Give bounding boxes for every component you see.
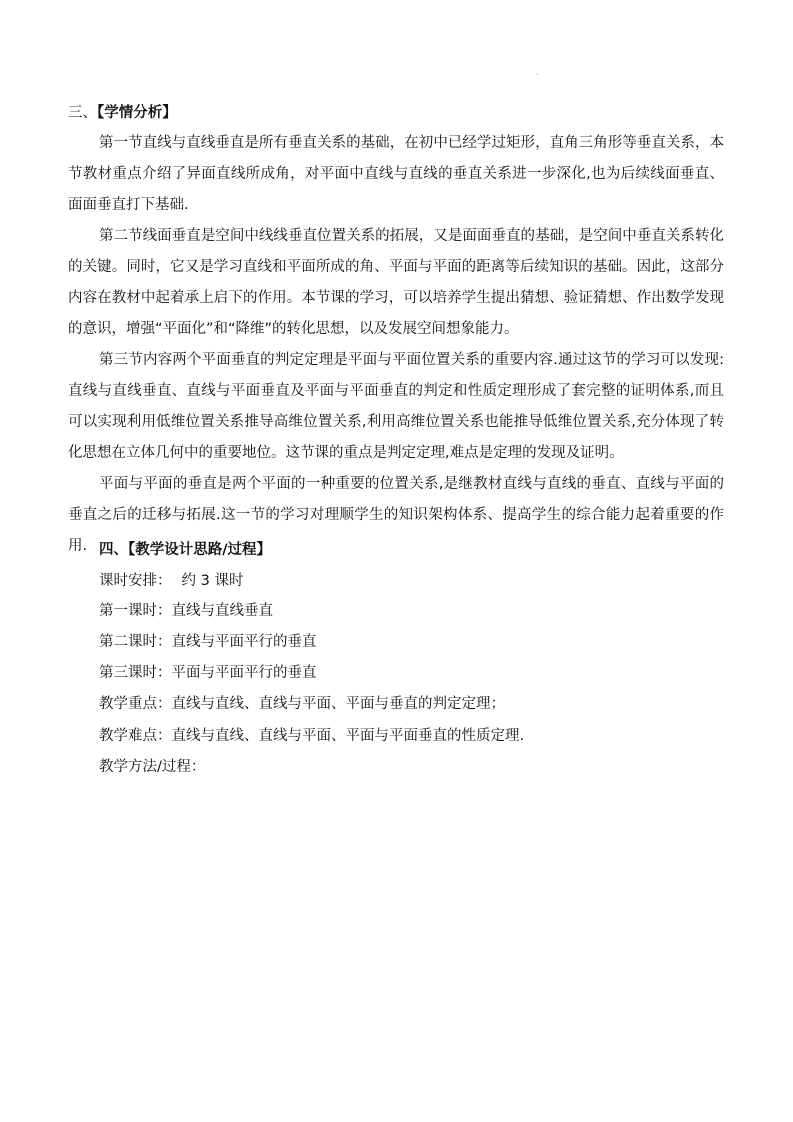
paragraph-1: 第一节直线与直线垂直是所有垂直关系的基础，在初中已经学过矩形，直角三角形等垂直关系，本节教材重点介绍了异面直线所成角，对平面中直线与直线的垂直关系进一步深化,也为后续线面垂直、面面垂直打下基础. [68, 135, 724, 213]
page-marker: · [536, 70, 539, 79]
section-4-title: 【教学设计思路/过程】 [128, 542, 272, 558]
schedule-value: 约 3 课时 [181, 573, 244, 589]
lesson-2: 第二课时：直线与平面平行的垂直 [99, 634, 317, 650]
schedule-line [99, 571, 243, 591]
section-4-heading [99, 540, 271, 560]
section-3-title: 【学情分析】 [97, 105, 177, 121]
section-3-heading [68, 103, 177, 123]
section-3-prefix: 三、 [68, 105, 97, 121]
key-point: 教学重点：直线与直线、直线与平面、平面与垂直的判定定理； [99, 696, 505, 712]
lesson-1: 第一课时：直线与直线垂直 [99, 603, 273, 619]
lesson-3: 第三课时：平面与平面平行的垂直 [99, 665, 317, 681]
schedule-label: 课时安排： [99, 573, 172, 589]
difficulty: 教学难点：直线与直线、直线与平面、平面与平面垂直的性质定理. [99, 728, 525, 744]
paragraph-2: 第二节线面垂直是空间中线线垂直位置关系的拓展，又是面面垂直的基础，是空间中垂直关系转化的关键。同时，它又是学习直线和平面所成的角、平面与平面的距离等后续知识的基础。因此，这部分内容在教材中起着承上启下的作用。本节课的学习，可以培养学生提出猜想、验证猜想、作出数学发现的意识，增强“平面化”和“降维”的转化思想，以及发展空间想象能力。 [68, 228, 724, 337]
teaching-method: 教学方法/过程： [99, 759, 206, 775]
paragraph-4: 平面与平面的垂直是两个平面的一种重要的位置关系,是继教材直线与直线的垂直、直线与平面的垂直之后的迁移与拓展.这一节的学习对理顺学生的知识架构体系、提高学生的综合能力起着重要的作用. [68, 476, 724, 554]
section-4-prefix: 四、 [99, 542, 128, 558]
paragraph-3: 第三节内容两个平面垂直的判定定理是平面与平面位置关系的重要内容.通过这节的学习可以发现:直线与直线垂直、直线与平面垂直及平面与平面垂直的判定和性质定理形成了套完整的证明体系,而且可以实现利用低维位置关系推导高维位置关系,利用高维位置关系也能推导低维位置关系,充分体现了转化思想在立体几何中的重要地位。这节课的重点是判定定理,难点是定理的发现及证明。 [68, 352, 724, 461]
